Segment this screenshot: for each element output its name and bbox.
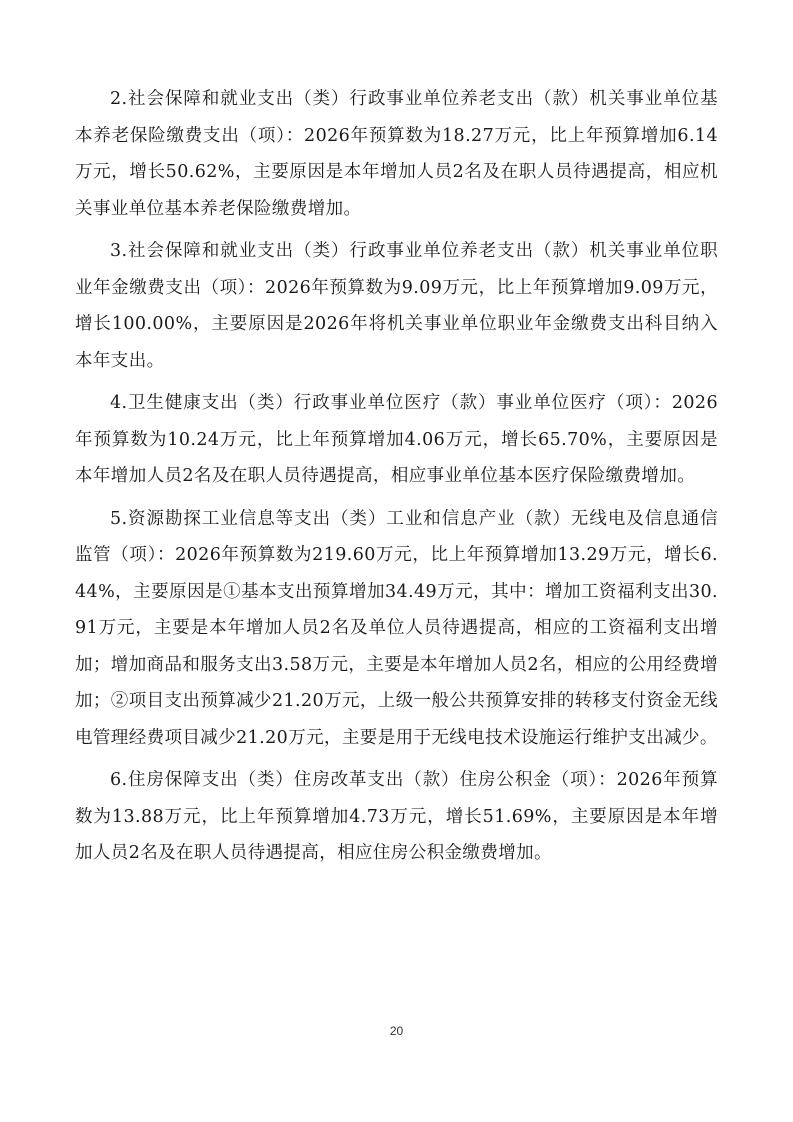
paragraph-social-security-pension-insurance: 2.社会保障和就业支出（类）行政事业单位养老支出（款）机关事业单位基本养老保险缴费支出（项）：2026年预算数为18.27万元，比上年预算增加6.14万元，增长50.62%，主要原因是本年增加人员2名及在职人员待遇提高，相应机关事业单位基本养老保险缴费增加。 xyxy=(75,89,718,219)
paragraph-health-medical: 4.卫生健康支出（类）行政事业单位医疗（款）事业单位医疗（项）：2026年预算数为10.24万元，比上年预算增加4.06万元，增长65.70%，主要原因是本年增加人员2名及在职人员待遇提高，相应事业单位基本医疗保险缴费增加。 xyxy=(75,393,718,486)
paragraph-radio-communication-supervision: 5.资源勘探工业信息等支出（类）工业和信息产业（款）无线电及信息通信监管（项）：2026年预算数为219.60万元，比上年预算增加13.29万元，增长6.44%，主要原因是①基本支出预算增加34.49万元，其中：增加工资福利支出30.91万元，主要是本年增加人员2名及单位人员待遇提高，相应的工资福利支出增加；增加商品和服务支出3.58万元，主要是本年增加人员2名，相应的公用经费增加；②项目支出预算减少21.20万元，上级一般公共预算安排的转移支付资金无线电管理经费项目减少21.20万元，主要是用于无线电技术设施运行维护支出减少。 xyxy=(75,508,718,748)
page-number: 20 xyxy=(389,1024,404,1038)
paragraph-occupational-annuity: 3.社会保障和就业支出（类）行政事业单位养老支出（款）机关事业单位职业年金缴费支出（项）：2026年预算数为9.09万元，比上年预算增加9.09万元，增长100.00%，主要原因是2026年将机关事业单位职业年金缴费支出科目纳入本年支出。 xyxy=(75,241,718,371)
document-body xyxy=(75,81,718,878)
paragraph-housing-provident-fund: 6.住房保障支出（类）住房改革支出（款）住房公积金（项）：2026年预算数为13.88万元，比上年预算增加4.73万元，增长51.69%，主要原因是本年增加人员2名及在职人员待遇提高，相应住房公积金缴费增加。 xyxy=(75,770,718,863)
